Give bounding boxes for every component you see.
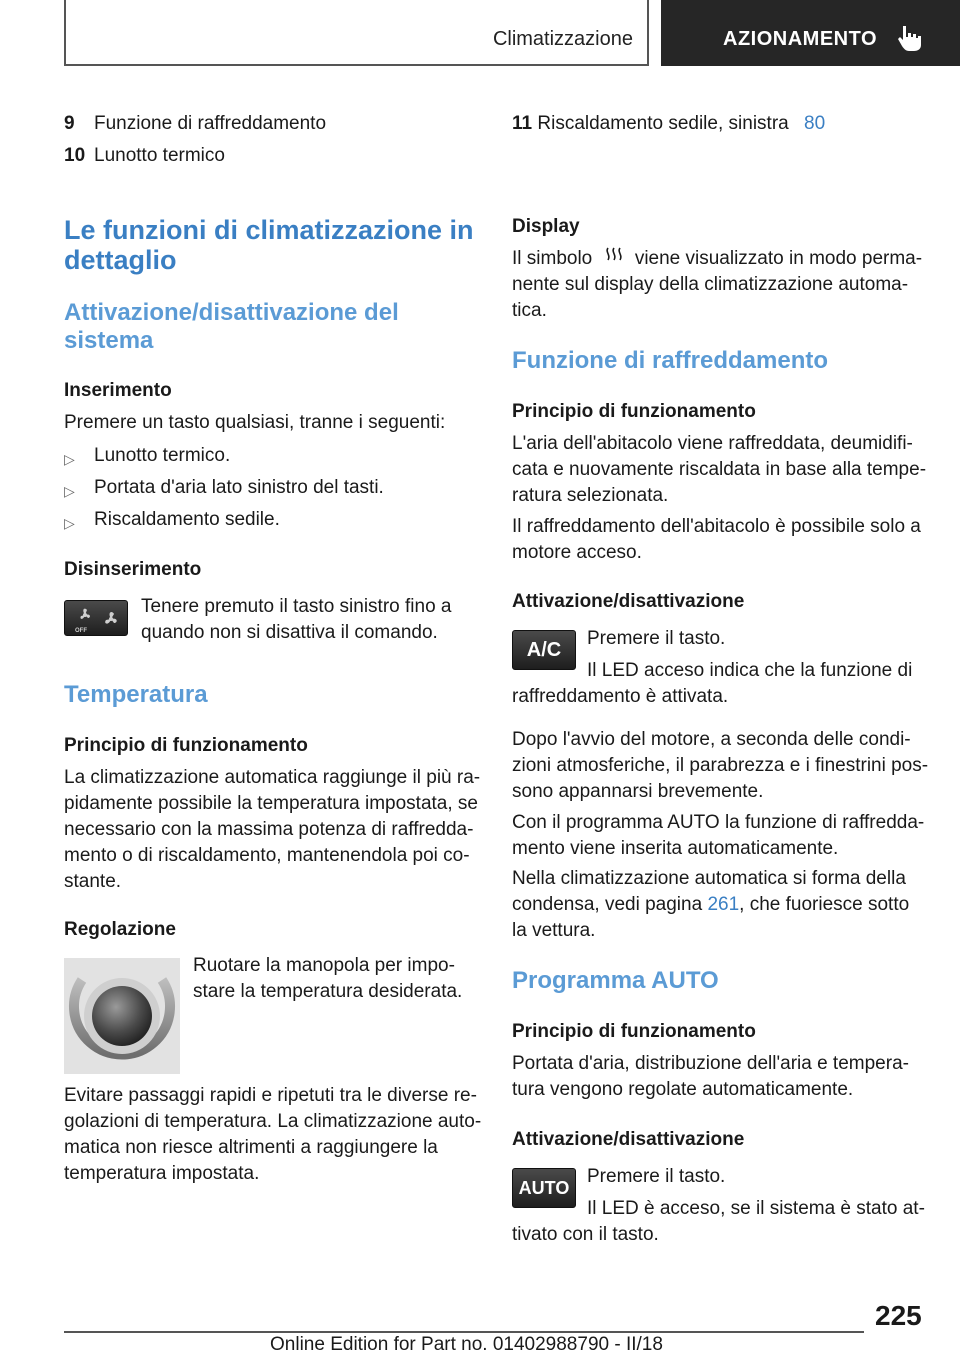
heading-display: Display bbox=[512, 216, 580, 237]
bullet-item bbox=[64, 507, 484, 533]
heading-principio: Principio di funzionamento bbox=[512, 401, 756, 422]
paragraph-raffreddamento-2 bbox=[512, 514, 921, 566]
paragraph-display bbox=[512, 246, 922, 324]
bullet-triangle-icon: ▷ bbox=[64, 515, 75, 531]
section-title bbox=[64, 215, 474, 275]
paragraph-evitare bbox=[64, 1083, 481, 1187]
page-reference-link[interactable]: 80 bbox=[804, 113, 826, 134]
heading-principio: Principio di funzionamento bbox=[512, 1021, 756, 1042]
paragraph-auto bbox=[512, 1051, 909, 1103]
paragraph-line: zioni atmosferiche, il parabrezza e i finestrini pos- bbox=[512, 755, 929, 776]
paragraph-line: mento viene inserita automaticamente. bbox=[512, 838, 839, 859]
subsection-title-line: sistema bbox=[64, 327, 154, 354]
bullet-triangle-icon: ▷ bbox=[64, 451, 75, 467]
heading-attivazione-auto: Attivazione/disattivazione bbox=[512, 1129, 745, 1150]
off-fan-button-image bbox=[64, 600, 128, 636]
paragraph-line: nente sul display della climatizzazione automa- bbox=[512, 274, 909, 295]
knob-icon bbox=[64, 958, 180, 1074]
paragraph-regolazione bbox=[193, 953, 462, 1005]
header-chapter-box bbox=[661, 0, 960, 66]
heading-principio: Principio di funzionamento bbox=[64, 735, 308, 756]
paragraph-line: cata e nuovamente riscaldata in base alla tempe- bbox=[512, 459, 927, 480]
legend-number: 9 bbox=[64, 113, 75, 134]
paragraph-line: Tenere premuto il tasto sinistro fino a bbox=[141, 596, 452, 617]
paragraph-dopo bbox=[512, 727, 928, 805]
paragraph-line: necessario con la massima potenza di raffredda- bbox=[64, 819, 474, 840]
paragraph-inserimento: Premere un tasto qualsiasi, tranne i seguenti: bbox=[64, 412, 446, 433]
legend-number: 11 bbox=[512, 113, 533, 134]
paragraph-raffreddamento bbox=[512, 431, 926, 509]
off-label: OFF bbox=[75, 628, 87, 634]
paragraph-line: pidamente possibile la temperatura impostata, se bbox=[64, 793, 479, 814]
subsection-title-raffreddamento: Funzione di raffreddamento bbox=[512, 347, 829, 374]
header-section-title: Climatizzazione bbox=[492, 28, 633, 50]
paragraph-line: sono appannarsi brevemente. bbox=[512, 781, 764, 802]
paragraph-line: matica non riesce altrimenti a raggiungere la bbox=[64, 1137, 438, 1158]
heading-attivazione-ac: Attivazione/disattivazione bbox=[512, 591, 745, 612]
paragraph-line: Nella climatizzazione automatica si forma della bbox=[512, 868, 906, 889]
hand-pointer-icon bbox=[897, 24, 923, 52]
paragraph-line bbox=[512, 892, 909, 918]
ac-led-text-1: Il LED acceso indica che la funzione di bbox=[587, 660, 913, 681]
header-section-box bbox=[64, 0, 649, 66]
heading-regolazione: Regolazione bbox=[64, 919, 176, 940]
paragraph-text: viene visualizzato in modo perma- bbox=[634, 248, 923, 269]
paragraph-line: la vettura. bbox=[512, 920, 596, 941]
paragraph-line: mento o di riscaldamento, mantenendola poi co- bbox=[64, 845, 470, 866]
header-chapter-title: AZIONAMENTO bbox=[723, 28, 878, 50]
paragraph-line: stare la temperatura desiderata. bbox=[193, 981, 463, 1002]
paragraph-nella bbox=[512, 866, 909, 944]
paragraph-line: tica. bbox=[512, 300, 547, 321]
bullet-triangle-icon: ▷ bbox=[64, 483, 75, 499]
legend-text: Funzione di raffreddamento bbox=[94, 113, 327, 134]
paragraph-disinserimento bbox=[141, 594, 452, 646]
heading-inserimento: Inserimento bbox=[64, 380, 172, 401]
legend-number: 10 bbox=[64, 145, 86, 166]
legend-item-10 bbox=[64, 143, 225, 169]
paragraph-temperatura bbox=[64, 765, 480, 895]
bullet-item bbox=[64, 475, 484, 501]
ac-led-text-2: raffreddamento è attivata. bbox=[512, 686, 729, 707]
edition-footer: Online Edition for Part no. 01402988790 - II/18 bbox=[270, 1334, 663, 1355]
paragraph-line: golazioni di temperatura. La climatizzazione auto- bbox=[64, 1111, 482, 1132]
rear-defrost-icon bbox=[602, 246, 626, 266]
paragraph-line: Dopo l'avvio del motore, a seconda delle condi- bbox=[512, 729, 911, 750]
subsection-title-line: Attivazione/disattivazione del bbox=[64, 299, 399, 326]
heading-disinserimento: Disinserimento bbox=[64, 559, 202, 580]
paragraph-line: Evitare passaggi rapidi e ripetuti tra le diverse re- bbox=[64, 1085, 477, 1106]
legend-text: Riscaldamento sedile, sinistra bbox=[537, 113, 789, 134]
paragraph-line: Portata d'aria, distribuzione dell'aria e tempera- bbox=[512, 1053, 909, 1074]
page-number: 225 bbox=[875, 1300, 922, 1331]
fan-off-icon bbox=[65, 601, 129, 637]
footer-divider bbox=[64, 1331, 864, 1333]
paragraph-line: L'aria dell'abitacolo viene raffreddata, deumidifi- bbox=[512, 433, 913, 454]
paragraph-line: Con il programma AUTO la funzione di raffredda- bbox=[512, 812, 925, 833]
legend-item-11 bbox=[512, 111, 825, 137]
bullet-text: Riscaldamento sedile. bbox=[94, 509, 280, 530]
page-reference-link[interactable]: 261 bbox=[707, 894, 740, 915]
paragraph-line bbox=[512, 246, 922, 272]
ac-press-text: Premere il tasto. bbox=[587, 628, 726, 649]
paragraph-line: La climatizzazione automatica raggiunge il più ra- bbox=[64, 767, 481, 788]
paragraph-con bbox=[512, 810, 924, 862]
paragraph-text: , che fuoriesce sotto bbox=[739, 894, 910, 915]
section-title-line: Le funzioni di climatizzazione in bbox=[64, 215, 474, 245]
paragraph-line: motore acceso. bbox=[512, 542, 642, 563]
paragraph-line: quando non si disattiva il comando. bbox=[141, 622, 438, 643]
bullet-item bbox=[64, 443, 484, 469]
paragraph-line: temperatura impostata. bbox=[64, 1163, 260, 1184]
paragraph-text: condensa, vedi pagina bbox=[512, 894, 703, 915]
auto-led-text-2: tivato con il tasto. bbox=[512, 1224, 659, 1245]
paragraph-line: Il raffreddamento dell'abitacolo è possibile solo a bbox=[512, 516, 921, 537]
paragraph-line: stante. bbox=[64, 871, 122, 892]
legend-item-9 bbox=[64, 111, 327, 137]
auto-button-image: AUTO bbox=[512, 1168, 576, 1208]
section-title-line: dettaglio bbox=[64, 245, 177, 275]
paragraph-text: Il simbolo bbox=[512, 248, 593, 269]
auto-press-text: Premere il tasto. bbox=[587, 1166, 726, 1187]
paragraph-line: tura vengono regolate automaticamente. bbox=[512, 1079, 854, 1100]
legend-text: Lunotto termico bbox=[94, 145, 225, 166]
subsection-title-temperatura: Temperatura bbox=[64, 681, 208, 708]
paragraph-line: Ruotare la manopola per impo- bbox=[193, 955, 455, 976]
bullet-text: Lunotto termico. bbox=[94, 445, 231, 466]
subsection-title-system bbox=[64, 299, 399, 355]
paragraph-line: ratura selezionata. bbox=[512, 485, 669, 506]
auto-led-text-1: Il LED è acceso, se il sistema è stato at- bbox=[587, 1198, 925, 1219]
temperature-knob-image bbox=[64, 958, 180, 1074]
ac-button-image: A/C bbox=[512, 630, 576, 670]
subsection-title-auto: Programma AUTO bbox=[512, 967, 719, 994]
bullet-text: Portata d'aria lato sinistro del tasti. bbox=[94, 477, 384, 498]
